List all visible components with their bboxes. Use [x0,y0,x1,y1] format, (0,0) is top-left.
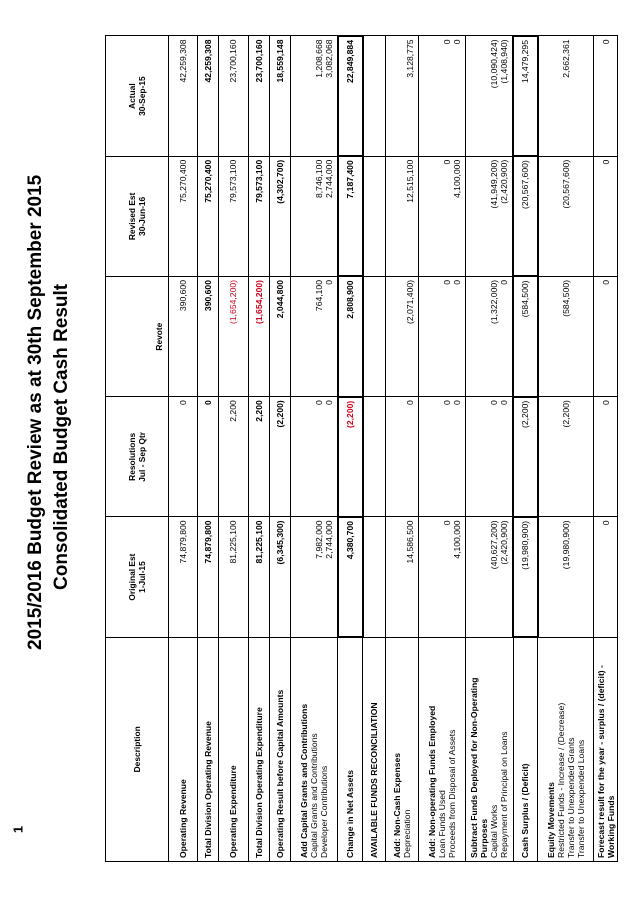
row-label-group: Add: Non-Cash Expenses Depreciation [385,637,419,861]
cell-resolutions: 0 0 [291,397,338,517]
cell-resolutions: (2,200) [269,397,290,517]
table-row [513,36,538,862]
cell-revised: 79,573,100 [248,156,269,276]
page-title [0,0,80,902]
cell-revised: 7,187,400 [338,156,363,276]
cell-revised: 12,515,100 [385,156,419,276]
header-original-est: Original Est 1-Jul-15 [106,517,169,637]
table-row [168,36,197,862]
row-label: Total Division Operating Revenue [198,637,219,861]
cell-original: 81,225,100 [248,517,269,637]
cell-actual: 22,849,884 [338,36,363,156]
table-row [385,36,419,862]
cell-revote: 2,044,800 [269,277,290,397]
row-label: Change in Net Assets [338,637,363,861]
row-label: Total Division Operating Expenditure [248,637,269,861]
cell-revote: (584,500) [538,277,594,397]
table-row [538,36,594,862]
cell-actual: 1,208,668 3,082,068 [291,36,338,156]
cell-actual: 18,559,148 [269,36,290,156]
cell-revote: (1,654,200) [248,277,269,397]
cell-resolutions: 0 [385,397,419,517]
cell-resolutions: 2,200 [248,397,269,517]
row-label-group: Add: Non-operating Funds Employed Loan Funds Used Proceeds from Disposal of Assets [419,637,466,861]
header-row [106,36,169,862]
cell-revised: (20,567,600) [538,156,594,276]
cell-actual: 0 0 [419,36,466,156]
row-label: Operating Expenditure [219,637,248,861]
cell-original: 14,586,500 [385,517,419,637]
cell-revote: (1,322,000) 0 [466,277,513,397]
table-row [363,36,385,862]
cell-actual: 3,128,775 [385,36,419,156]
header-revised-est: Revised Est 30-Jun-16 [106,156,169,276]
row-label-group: Add Capital Grants and Contributions Capital Grants and Contributions Developer Contributions [291,637,338,861]
table-row [198,36,219,862]
cell-actual: 14,479,295 [513,36,538,156]
cell-original: 0 [594,517,618,637]
row-label-group: Subtract Funds Deployed for Non-Operating Purposes Capital Works Repayment of Principal on Loans [466,637,513,861]
cell-revote: (1,654,200) [219,277,248,397]
cell-revote: 764,100 0 [291,277,338,397]
cell-original: (40,627,200) (2,420,900) [466,517,513,637]
cell-resolutions: (2,200) [513,397,538,517]
cell-resolutions: 0 0 [419,397,466,517]
cell-actual: 42,259,308 [198,36,219,156]
cell-revised: 8,746,100 2,744,000 [291,156,338,276]
cell-resolutions: (2,200) [538,397,594,517]
title-line-2: Consolidated Budget Cash Result [51,283,72,590]
cell-revised: 75,270,400 [168,156,197,276]
cell-resolutions: 0 [168,397,197,517]
budget-table-container [105,35,618,862]
cell-revote: 390,600 [168,277,197,397]
table-row [248,36,269,862]
cell-actual: 23,700,160 [248,36,269,156]
cell-original: 74,879,800 [198,517,219,637]
cell-actual: 23,700,160 [219,36,248,156]
table-row [338,36,363,862]
cell-original: 0 4,100,000 [419,517,466,637]
cell-original: 74,879,800 [168,517,197,637]
cell-revised: 0 4,100,000 [419,156,466,276]
cell-revote: 0 [594,277,618,397]
cell-resolutions: (2,200) [338,397,363,517]
row-label: Cash Surplus / (Deficit) [513,637,538,861]
table-row [594,36,618,862]
header-resolutions: Resolutions Jul - Sep Qtr [106,397,169,517]
cell-revote: 2,808,900 [338,277,363,397]
cell-original: 7,982,000 2,744,000 [291,517,338,637]
cell-resolutions: 2,200 [219,397,248,517]
cell-original: 4,380,700 [338,517,363,637]
cell-actual: 0 [594,36,618,156]
row-label: Operating Revenue [168,637,197,861]
row-label-group: Equity Movements Restricted Funds - Increase / (Decrease) Transfer to Unexpended Grants Transfer to Unexpended Loans [538,637,594,861]
cell-original: (19,980,900) [538,517,594,637]
table-row [291,36,338,862]
cell-revote: (2,071,400) [385,277,419,397]
cell-revised: (20,567,600) [513,156,538,276]
table-row [466,36,513,862]
cell-original: (6,345,300) [269,517,290,637]
cell-original: (19,980,900) [513,517,538,637]
cell-revised: 75,270,400 [198,156,219,276]
table-row [269,36,290,862]
cell-actual: 42,259,308 [168,36,197,156]
cell-resolutions: 0 [198,397,219,517]
cell-resolutions: 0 [594,397,618,517]
table-row [419,36,466,862]
section-heading: AVAILABLE FUNDS RECONCILIATION [363,637,385,861]
cell-actual: 2,662,361 [538,36,594,156]
header-actual: Actual 30-Sep-15 [106,36,169,156]
cell-revote: 390,600 [198,277,219,397]
cell-resolutions: 0 0 [466,397,513,517]
header-description: Description [106,637,169,861]
cell-revote: 0 0 [419,277,466,397]
budget-cash-result-table [105,35,618,862]
table-row [219,36,248,862]
cell-revised: (41,949,200) (2,420,900) [466,156,513,276]
cell-revised: 0 [594,156,618,276]
cell-revised: 79,573,100 [219,156,248,276]
cell-revised: (4,302,700) [269,156,290,276]
page-number: 1 [10,825,26,834]
title-line-1: 2015/2016 Budget Review as at 30th September 2015 [25,174,46,650]
row-label: Operating Result before Capital Amounts [269,637,290,861]
row-label: Forecast result for the year - surplus / (deficit) - Working Funds [594,637,618,861]
cell-original: 81,225,100 [219,517,248,637]
cell-revote: (584,500) [513,277,538,397]
header-revote: Revote [106,277,169,397]
cell-actual: (10,090,424) (1,408,940) [466,36,513,156]
